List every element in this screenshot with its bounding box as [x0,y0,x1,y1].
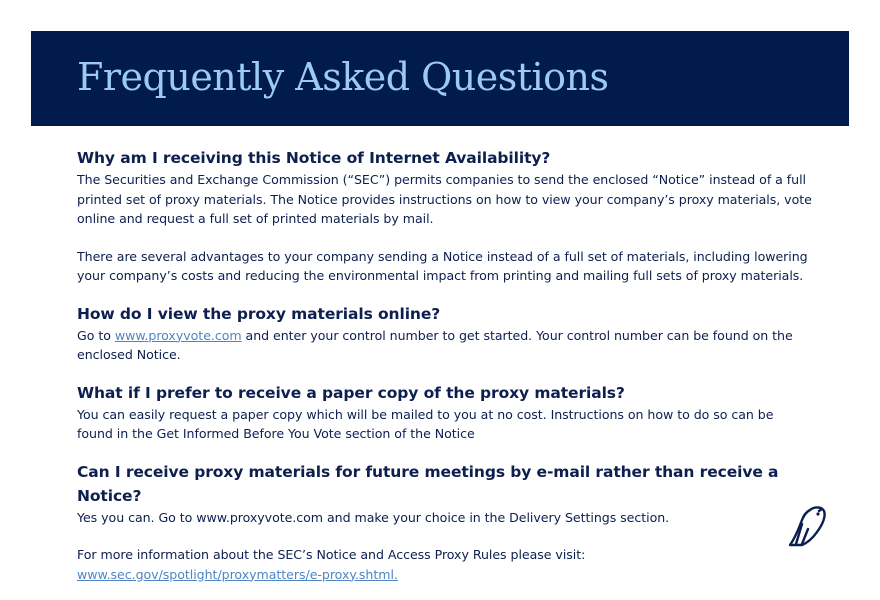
page-title: Frequently Asked Questions [77,55,609,99]
faq-question: How do I view the proxy materials online? [77,304,441,323]
faq-item-paper-copy [77,381,812,444]
faq-content [77,146,812,584]
faq-item-view-online [77,302,812,365]
faq-question: Can I receive proxy materials for future meetings by e-mail rather than receive a Notice? [77,462,779,505]
answer-text: Go to [77,327,115,343]
faq-answer: There are several advantages to your company sending a Notice instead of a full set of materials, including lowering your company’s costs and reducing the environmental impact from printing and mailing full sets of proxy materials. [77,248,808,283]
faq-question: Why am I receiving this Notice of Internet Availability? [77,149,551,167]
faq-answer: Yes you can. Go to www.proxyvote.com and make your choice in the Delivery Settings section. [77,509,670,525]
faq-question: What if I prefer to receive a paper copy of the proxy materials? [77,383,625,402]
faq-item-notice [77,146,812,286]
proxyvote-link[interactable]: www.proxyvote.com [114,327,242,343]
header-banner [31,31,849,126]
faq-answer: The Securities and Exchange Commission (“SEC”) permits companies to send the enclosed “Notice” instead of a full printed set of proxy materials. The Notice provides instructions on how to view your company’s proxy materials, vote online and request a full set of printed materials by mail. [77,172,812,226]
answer-text: and enter your control number to get started. Your control number can be found on the enclosed Notice. [77,327,793,362]
faq-item-email [77,460,812,528]
footer-info [77,545,812,584]
footer-text: For more information about the SEC’s Notice and Access Proxy Rules please visit: [77,547,586,562]
faq-answer: You can easily request a paper copy which will be mailed to you at no cost. Instructions on how to do so can be found in the Get Informed Before You Vote section of the Notice [77,406,774,441]
faq-answer [77,326,812,365]
sec-rules-link[interactable]: www.sec.gov/spotlight/proxymatters/e-proxy.shtml. [77,566,398,582]
bird-logo-icon [782,500,830,550]
